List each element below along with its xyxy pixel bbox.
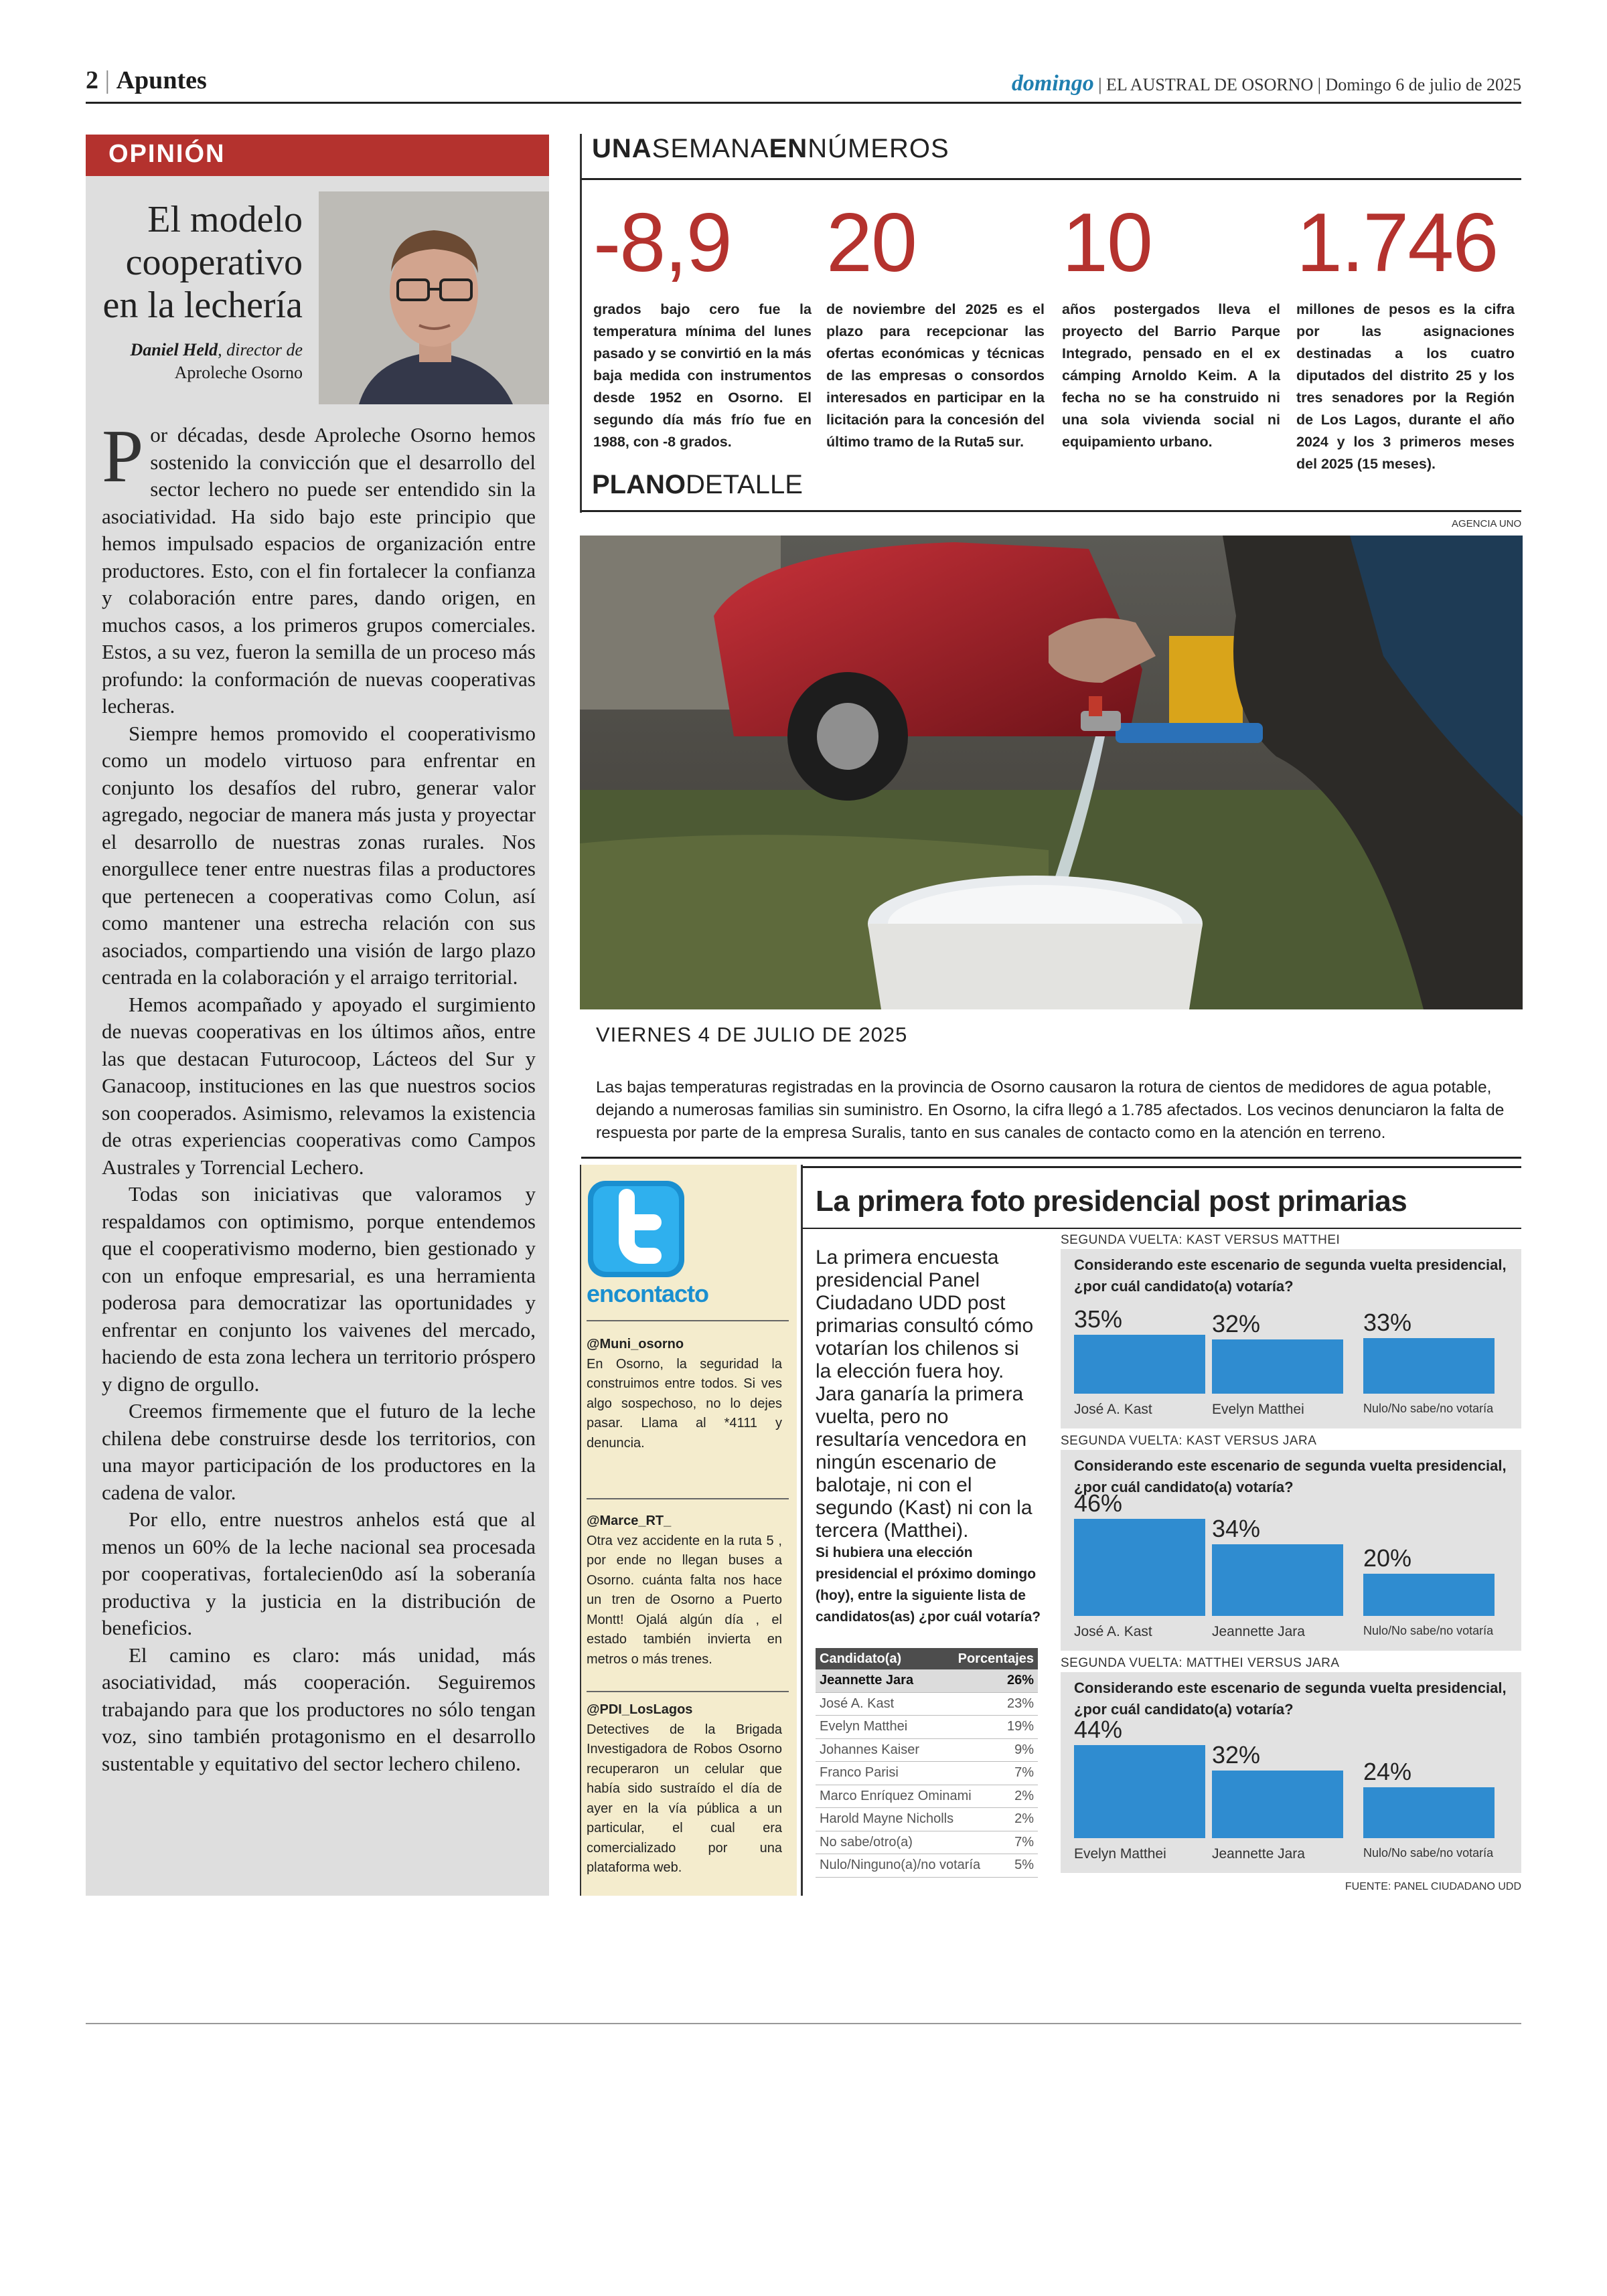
- table-row: [816, 1669, 1038, 1693]
- bar-mark: [1363, 1574, 1495, 1616]
- bar-mark: [1363, 1787, 1495, 1838]
- candidate-name: No sabe/otro(a): [820, 1834, 913, 1850]
- table-row: [816, 1739, 1038, 1762]
- opinion-paragraph: Siempre hemos promovido el cooperativismo como un modelo virtuoso para enfrentar en conjunto los desafíos del rubro, generar valor agregado, negociar de manera más justa y proyectar el desarrollo de nuestras zonas rurales. Nos enorgullece tener entre nuestras filas a productores que pertenecen a cooperativas como Colun, así como mantener una estrecha relación con sus asociados, compartiendo una visión de largo plazo centrada en la colaboración y el arraigo territorial.: [102, 721, 536, 989]
- candidate-pct: 2%: [1014, 1788, 1034, 1803]
- page-number: 2: [86, 66, 98, 94]
- scenario-label: SEGUNDA VUELTA: KAST VERSUS JARA: [1061, 1434, 1317, 1448]
- title-part: en: [587, 1280, 614, 1307]
- bar-mark: [1363, 1338, 1495, 1394]
- bar-value-label: 20%: [1363, 1544, 1412, 1572]
- una-semana-title: [592, 134, 949, 164]
- bar-category-label: José A. Kast: [1074, 1624, 1152, 1639]
- tweet-item: [587, 1511, 782, 1669]
- stat-number: 20: [826, 197, 916, 289]
- candidate-pct: 9%: [1014, 1742, 1034, 1757]
- poll-question: Si hubiera una elección presidencial el próximo domingo (hoy), entre la siguiente lista de candidatos(as) ¿por cuál votaría?: [816, 1545, 1041, 1625]
- candidate-pct: 5%: [1014, 1858, 1034, 1872]
- scenario-question: Considerando este escenario de segunda vuelta presidencial, ¿por cuál candidato(a) votaría?: [1074, 1679, 1507, 1718]
- brand-name: domingo: [1011, 71, 1094, 96]
- section-rule: [802, 1228, 1521, 1229]
- page-header-left: 2 | Apuntes: [86, 66, 207, 94]
- opinion-byline: [88, 339, 303, 384]
- drop-cap: P: [102, 415, 144, 498]
- bar-value-label: 33%: [1363, 1309, 1412, 1336]
- bar-value-label: 46%: [1074, 1489, 1123, 1517]
- headline-line: cooperativo: [125, 242, 303, 283]
- stat-number: 10: [1062, 197, 1152, 289]
- opinion-tag: [86, 135, 549, 176]
- footer-rule: [86, 2023, 1521, 2024]
- table-row: [816, 1693, 1038, 1716]
- candidate-pct: 26%: [1006, 1673, 1034, 1688]
- section-name: Apuntes: [116, 66, 207, 94]
- newspaper-name: EL AUSTRAL DE OSORNO: [1105, 75, 1314, 94]
- tweet-handle: @Muni_osorno: [587, 1337, 684, 1351]
- bar-mark: [1212, 1771, 1343, 1838]
- title-part: SEMANA: [652, 134, 769, 163]
- encontacto-title: [587, 1280, 708, 1308]
- author-name: Daniel Held: [130, 340, 218, 359]
- opinion-paragraph: Creemos firmemente que el futuro de la leche chilena debe construirse desde los territorios, con una mayor participación de los productores en la cadena de valor.: [102, 1399, 536, 1504]
- table-row: [816, 1854, 1038, 1878]
- opinion-headline: [102, 198, 303, 327]
- candidate-pct: 23%: [1006, 1696, 1034, 1711]
- table-row: [816, 1716, 1038, 1739]
- scenario-label: SEGUNDA VUELTA: KAST VERSUS MATTHEI: [1061, 1233, 1341, 1247]
- plano-detalle-title: [592, 470, 803, 500]
- bar-value-label: 32%: [1212, 1310, 1261, 1337]
- candidate-pct: 7%: [1014, 1834, 1034, 1850]
- bar-mark: [1074, 1745, 1205, 1838]
- bar-mark: [1212, 1544, 1343, 1616]
- headline-line: en la lechería: [102, 284, 303, 326]
- candidate-pct: 19%: [1006, 1719, 1034, 1734]
- bar-value-label: 44%: [1074, 1716, 1123, 1743]
- candidate-pct: 2%: [1014, 1811, 1034, 1826]
- photo-date: VIERNES 4 DE JULIO DE 2025: [596, 1023, 908, 1046]
- stat-text: millones de pesos es la cifra por las asignaciones destinadas a los cuatro diputados del distrito 25 y los tres senadores por la Región de Los Lagos, durante el año 2024 y los 3 primeros meses del 2025 (15 meses).: [1296, 301, 1515, 472]
- column-header: Porcentajes: [958, 1651, 1034, 1666]
- stat-text: años postergados lleva el proyecto del Barrio Parque Integrado, pensado en el ex cámping Arnoldo Keim. A la fecha no se ha construido ni una sola vivienda social ni equipamiento urbano.: [1062, 301, 1280, 450]
- tweet-divider: [587, 1498, 789, 1499]
- tweet-divider: [587, 1691, 789, 1692]
- opinion-body: [102, 415, 536, 1777]
- tweet-handle: @Marce_RT_: [587, 1513, 672, 1528]
- tweet-divider: [587, 1320, 789, 1321]
- section-rule: [802, 1166, 1521, 1168]
- bar-category-label: Nulo/No sabe/no votaría: [1363, 1846, 1494, 1860]
- issue-date: Domingo 6 de julio de 2025: [1325, 75, 1521, 94]
- tweet-handle: @PDI_LosLagos: [587, 1702, 693, 1717]
- water-tap-photo-illustration: [580, 536, 1523, 1009]
- headline-line: El modelo: [147, 199, 303, 240]
- opinion-paragraph: [102, 415, 536, 720]
- bar-category-label: José A. Kast: [1074, 1402, 1152, 1417]
- author-portrait-illustration: [319, 191, 549, 404]
- scenario-label: SEGUNDA VUELTA: MATTHEI VERSUS JARA: [1061, 1656, 1340, 1670]
- tweet-item: [587, 1335, 782, 1453]
- candidate-name: José A. Kast: [820, 1696, 895, 1711]
- opinion-paragraph: Por ello, entre nuestros anhelos está que al menos un 60% de la leche nacional sea procesada por cooperativas, fortalecien0do así la soberanía productiva y la justicia en la distribución de beneficios.: [102, 1507, 536, 1639]
- bar-mark: [1212, 1339, 1343, 1394]
- scenario-question: Considerando este escenario de segunda vuelta presidencial, ¿por cuál candidato(a) votaría?: [1074, 1256, 1507, 1295]
- candidate-name: Johannes Kaiser: [820, 1742, 919, 1757]
- column-rule: [801, 1165, 803, 1896]
- poll-table: [816, 1648, 1038, 1878]
- title-part: NÚMEROS: [808, 134, 949, 163]
- bar-value-label: 24%: [1363, 1758, 1412, 1785]
- bar-category-label: Evelyn Matthei: [1212, 1402, 1304, 1417]
- bar-value-label: 35%: [1074, 1305, 1123, 1333]
- photo-credit: AGENCIA UNO: [1452, 518, 1522, 529]
- bar-category-label: Jeannette Jara: [1212, 1846, 1305, 1862]
- title-part: EN: [769, 134, 808, 163]
- opinion-tag-label: OPINIÓN: [108, 140, 226, 168]
- poll-source: FUENTE: PANEL CIUDADANO UDD: [1345, 1881, 1521, 1892]
- table-row: [816, 1762, 1038, 1785]
- table-row: [816, 1785, 1038, 1809]
- candidate-name: Marco Enríquez Ominami: [820, 1788, 972, 1803]
- section-rule: [581, 178, 1521, 180]
- bar-value-label: 32%: [1212, 1741, 1261, 1769]
- header-rule: [86, 102, 1521, 104]
- tweet-item: [587, 1700, 782, 1878]
- author-org: Aproleche Osorno: [174, 363, 303, 382]
- table-row: [816, 1808, 1038, 1831]
- tweet-text: Otra vez accidente en la ruta 5 , por ende no llegan buses a Osorno. cuánta falta nos hace un tren de Osorno a Puerto Montt! Ojalá algún día , el estado también invierta en metros o más trenes.: [587, 1533, 782, 1667]
- poll-title: La primera foto presidencial post primarias: [816, 1185, 1407, 1218]
- candidate-pct: 7%: [1014, 1765, 1034, 1780]
- author-photo: [319, 191, 549, 404]
- twitter-icon: [587, 1179, 686, 1279]
- candidate-name: Evelyn Matthei: [820, 1719, 908, 1734]
- bar-mark: [1074, 1335, 1205, 1394]
- opinion-paragraph: El camino es claro: más unidad, más asociatividad, más cooperación. Seguiremos trabajando para que los productores no sólo tengan voz, sino también protagonismo en el desarrollo sustentable y equitativo del sector lechero chileno.: [102, 1643, 536, 1775]
- table-row: [816, 1831, 1038, 1855]
- section-rule: [581, 1157, 1521, 1159]
- stat-text: grados bajo cero fue la temperatura mínima del lunes pasado y se convirtió en la más baja medida con instrumentos desde 1952 en Osorno. El segundo día más frío fue en 1988, con -8 grados.: [593, 301, 812, 450]
- candidate-name: Franco Parisi: [820, 1765, 899, 1780]
- candidate-name: Jeannette Jara: [820, 1673, 914, 1688]
- column-header: Candidato(a): [820, 1651, 902, 1666]
- section-rule: [581, 510, 1521, 512]
- stat-text: de noviembre del 2025 es el plazo para recepcionar las ofertas económicas y técnicas de las empresas o consordos interesados en participar en la licitación para la concesión del último tramo de la Ruta5 sur.: [826, 301, 1045, 450]
- stat-number: -8,9: [593, 197, 731, 289]
- author-role: , director de: [218, 340, 303, 359]
- table-header: [816, 1648, 1038, 1669]
- tweet-text: Detectives de la Brigada Investigadora de Robos Osorno recuperaron un celular que había sido sustraído el día de ayer en la vía pública a un particular, el cual era comercializado por una plataforma web.: [587, 1722, 782, 1875]
- opinion-paragraph: Hemos acompañado y apoyado el surgimiento de nuevas cooperativas en los últimos años, entre las que destacan Futurocoop, Lácteos del Sur y Ganacoop, instituciones en las que nuestros socios son cooperados. Asimismo, relevamos la existencia de otras experiencias cooperativas como Campos Australes y Torrencial Lechero.: [102, 992, 536, 1179]
- tweet-text: En Osorno, la seguridad la construimos entre todos. Si ves algo sospechoso, no lo dejes pasar. Llama al *4111 y denuncia.: [587, 1356, 782, 1451]
- bar-category-label: Evelyn Matthei: [1074, 1846, 1166, 1862]
- title-part: UNA: [592, 134, 652, 163]
- bar-category-label: Nulo/No sabe/no votaría: [1363, 1402, 1494, 1415]
- column-rule: [580, 134, 582, 513]
- candidate-name: Nulo/Ninguno(a)/no votaría: [820, 1858, 981, 1872]
- bar-value-label: 34%: [1212, 1515, 1261, 1542]
- opinion-paragraph: Todas son iniciativas que valoramos y respaldamos con optimismo, porque entendemos que el cooperativismo moderno, bien gestionado y con un enfoque empresarial, es una herramienta poderosa para democratizar las oportunidades y enfrentar en conjunto los vaivenes del mercado, haciendo de esta zona lechera un territorio próspero y digno de orgullo.: [102, 1182, 536, 1396]
- title-part: PLANO: [592, 470, 686, 499]
- bar-category-label: Jeannette Jara: [1212, 1624, 1305, 1639]
- title-part: contacto: [613, 1280, 709, 1307]
- stat-number: 1.746: [1296, 197, 1498, 289]
- paragraph-text: or décadas, desde Aproleche Osorno hemos sostenido la convicción que el desarrollo del sector lechero no puede ser entendido sin la asociatividad. Ha sido bajo este principio que hemos impulsado espacios de organización entre productores. Esto, con el fin fortalecer la confianza y colaboración entre pares, dando origen, en muchos casos, a los primeros grupos comerciales. Estos, a su vez, fueron la semilla de un proceso más profundo: la conformación de nuevas cooperativas lecheras.: [102, 423, 536, 718]
- scenario-question: Considerando este escenario de segunda vuelta presidencial, ¿por cuál candidato(a) votaría?: [1074, 1457, 1507, 1495]
- bar-category-label: Nulo/No sabe/no votaría: [1363, 1624, 1494, 1637]
- page-header-right: domingo | EL AUSTRAL DE OSORNO | Domingo 6 de julio de 2025: [1011, 71, 1521, 96]
- title-part: DETALLE: [686, 470, 803, 499]
- photo-caption: Las bajas temperaturas registradas en la provincia de Osorno causaron la rotura de cientos de medidores de agua potable, dejando a numerosas familias sin suministro. En Osorno, la cifra llegó a 1.785 afectados. Los vecinos denunciaron la falta de respuesta por parte de la empresa Suralis, tanto en sus canales de contacto como en la atención en terreno.: [596, 1078, 1505, 1142]
- candidate-name: Harold Mayne Nicholls: [820, 1811, 954, 1826]
- poll-lead: La primera encuesta presidencial Panel Ciudadano UDD post primarias consultó cómo votarían los chilenos si la elección fuera hoy. Jara ganaría la primera vuelta, pero no resultaría vencedora en ningún escenario de balotaje, ni con el segundo (Kast) ni con la tercera (Matthei).: [816, 1246, 1034, 1542]
- news-photo: [580, 536, 1523, 1009]
- bar-mark: [1074, 1519, 1205, 1616]
